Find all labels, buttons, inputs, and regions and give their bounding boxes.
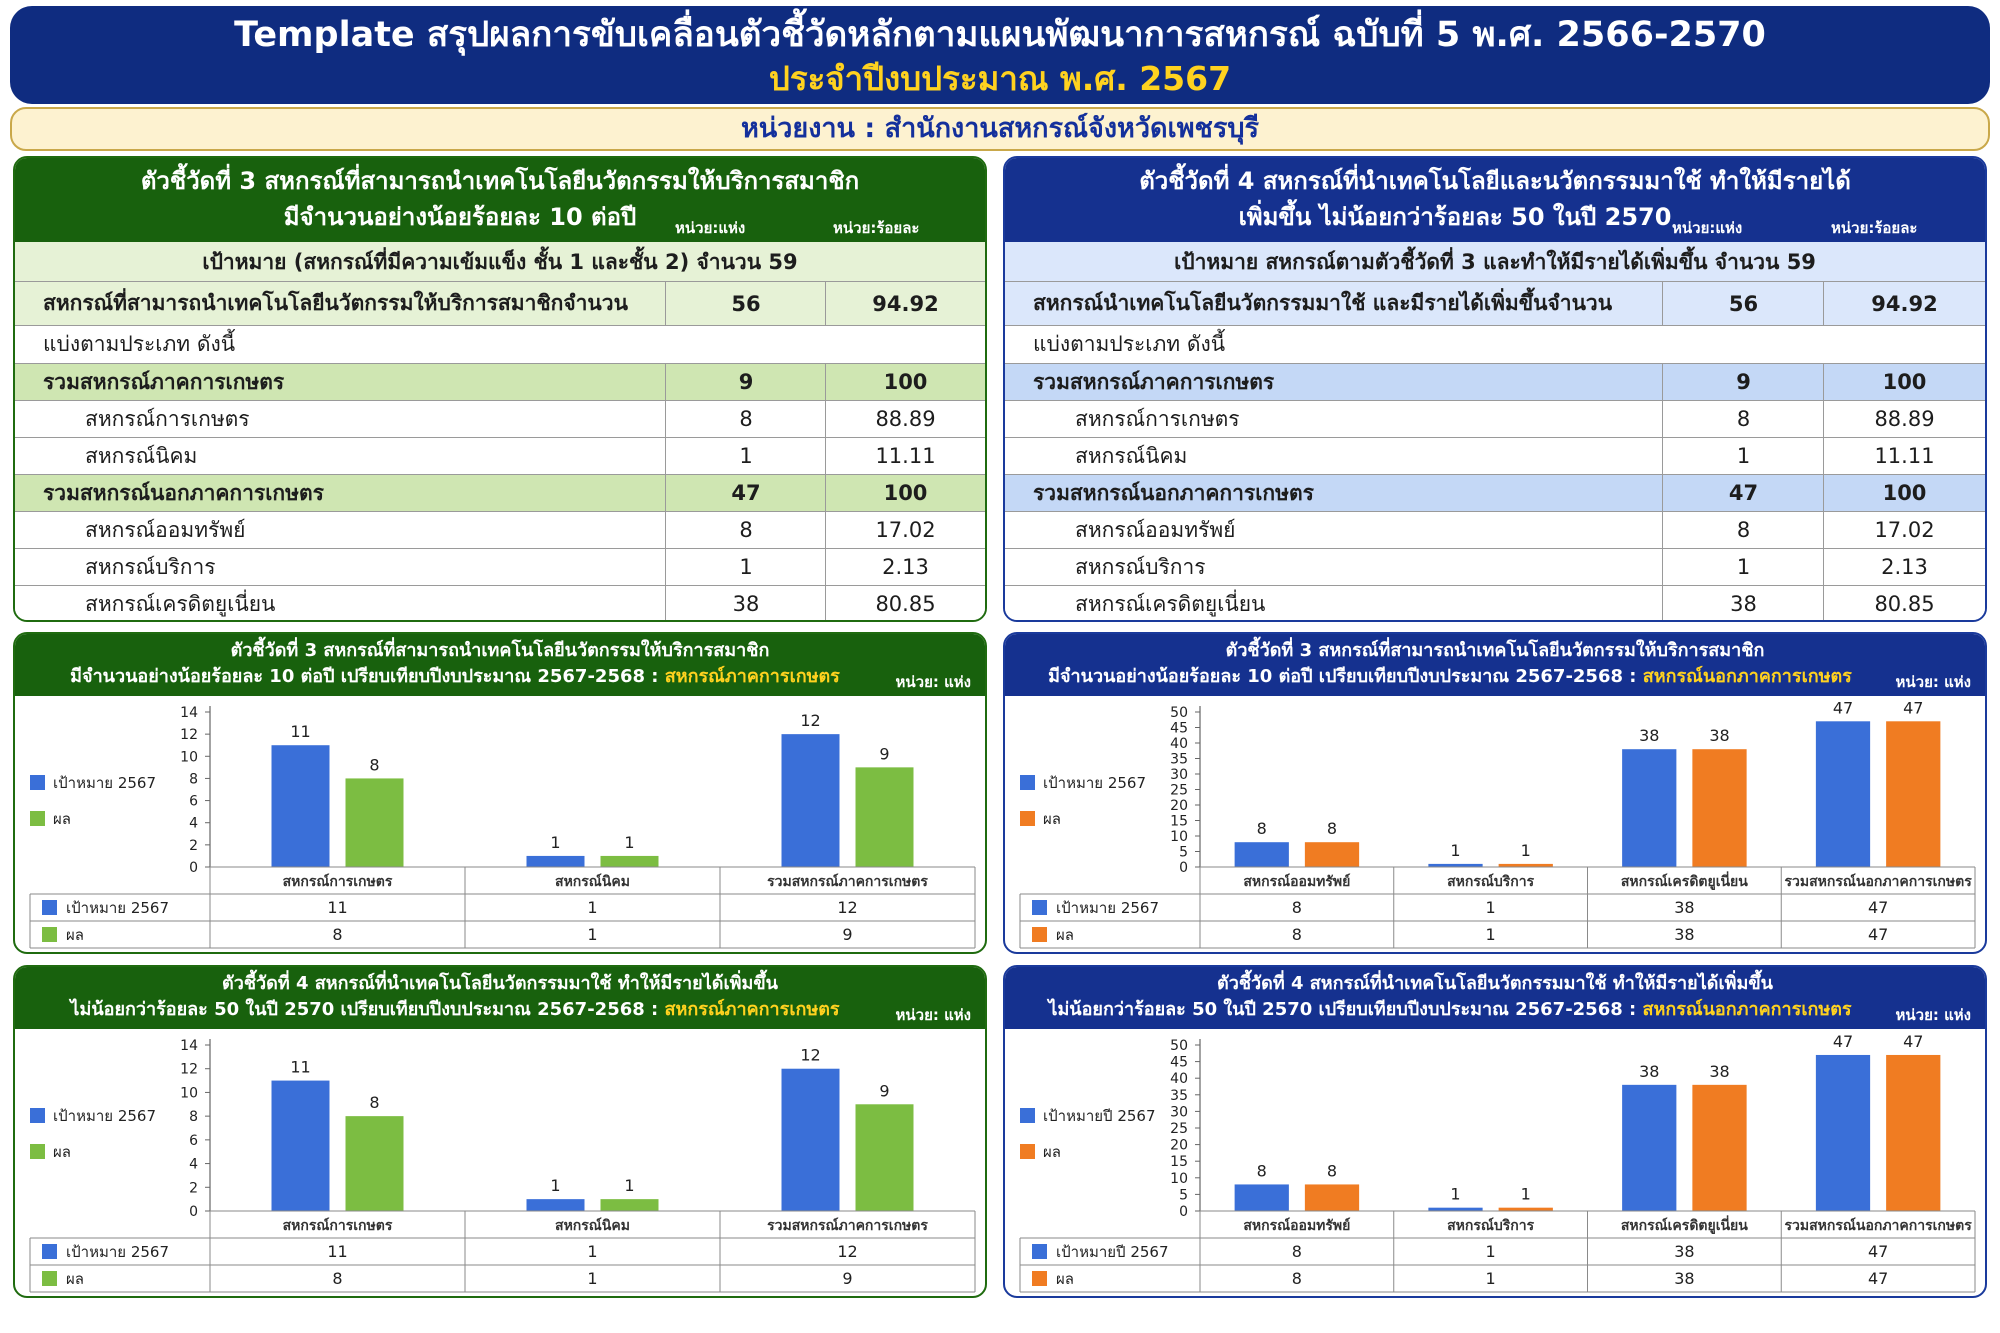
legend-swatch bbox=[30, 1108, 45, 1123]
row-label: รวมสหกรณ์นอกภาคการเกษตร bbox=[1033, 480, 1314, 505]
bar-value-label: 38 bbox=[1709, 1061, 1730, 1081]
bar-value-label: 11 bbox=[290, 1057, 311, 1077]
table-value: 38 bbox=[1674, 925, 1695, 944]
table-value: 47 bbox=[1867, 898, 1889, 917]
total-row bbox=[15, 282, 985, 326]
row-percent: 94.92 bbox=[825, 282, 985, 325]
chart-title-line2 bbox=[15, 664, 985, 690]
row-percent: 11.11 bbox=[825, 438, 985, 474]
bar-value-label: 1 bbox=[1520, 840, 1531, 860]
row-percent: 100 bbox=[825, 364, 985, 400]
bar-value-label: 12 bbox=[800, 1045, 821, 1065]
table-value: 47 bbox=[1867, 1242, 1889, 1261]
legend-label: เป้าหมาย 2567 bbox=[53, 1107, 157, 1125]
table-row bbox=[1005, 401, 1985, 438]
row-count: 9 bbox=[1662, 364, 1824, 400]
category-label: รวมสหกรณ์นอกภาคการเกษตร bbox=[1784, 874, 1972, 890]
y-tick-label: 14 bbox=[180, 1038, 198, 1054]
goal-row: เป้าหมาย (สหกรณ์ที่มีความเข้มแข็ง ชั้น 1 และชั้น 2) จำนวน 59 bbox=[15, 242, 985, 282]
table-series-name: เป้าหมาย 2567 bbox=[1056, 899, 1160, 917]
row-percent: 2.13 bbox=[1823, 549, 1985, 585]
y-tick-label: 45 bbox=[1170, 720, 1188, 737]
y-tick-label: 25 bbox=[1170, 1121, 1188, 1137]
legend-label: เป้าหมาย 2567 bbox=[1043, 774, 1147, 792]
bar-value-label: 47 bbox=[1903, 1031, 1924, 1051]
row-percent: 100 bbox=[1823, 364, 1985, 400]
bar-value-label: 1 bbox=[624, 832, 635, 852]
y-tick-label: 10 bbox=[1170, 829, 1188, 845]
y-tick-label: 5 bbox=[1179, 1187, 1188, 1204]
bar-value-label: 1 bbox=[1450, 1184, 1461, 1204]
bar bbox=[527, 856, 585, 867]
bar bbox=[856, 1104, 914, 1211]
table-value: 38 bbox=[1674, 1269, 1695, 1288]
table-row bbox=[15, 586, 985, 622]
bar bbox=[782, 734, 840, 867]
y-tick-label: 0 bbox=[189, 1204, 198, 1220]
row-count: 47 bbox=[665, 475, 826, 511]
table-value: 11 bbox=[327, 898, 348, 917]
chart-title bbox=[1005, 634, 1985, 696]
bar-value-label: 47 bbox=[1832, 1031, 1854, 1051]
bar-chart bbox=[1005, 1027, 1985, 1296]
y-tick-label: 0 bbox=[189, 860, 198, 876]
bar-value-label: 8 bbox=[1326, 1161, 1338, 1181]
row-label: สหกรณ์การเกษตร bbox=[1075, 406, 1240, 431]
chart-unit-label: หน่วย: แห่ง bbox=[1895, 1006, 1971, 1024]
category-label: รวมสหกรณ์ภาคการเกษตร bbox=[767, 874, 928, 890]
table-value: 8 bbox=[332, 925, 343, 944]
bar bbox=[346, 778, 404, 867]
table-value: 12 bbox=[837, 898, 858, 917]
table-row bbox=[15, 512, 985, 549]
row-count: 9 bbox=[665, 364, 826, 400]
table-legend-swatch bbox=[1032, 900, 1047, 915]
table-legend-swatch bbox=[42, 1271, 57, 1286]
chart-title-line1: ตัวชี้วัดที่ 4 สหกรณ์ที่นำเทคโนโลยีนวัตกรรมมาใช้ ทำให้มีรายได้เพิ่มขึ้น bbox=[1217, 973, 1773, 994]
bar-value-label: 8 bbox=[369, 1093, 380, 1113]
row-label: สหกรณ์นำเทคโนโลยีนวัตกรรมมาใช้ และมีรายได้เพิ่มขึ้นจำนวน bbox=[1033, 291, 1613, 315]
bar bbox=[272, 745, 330, 867]
bar bbox=[1235, 842, 1289, 867]
bar-value-label: 47 bbox=[1903, 698, 1924, 718]
bar-value-label: 8 bbox=[1256, 819, 1267, 839]
chart-title-highlight: สหกรณ์นอกภาคการเกษตร bbox=[1642, 999, 1852, 1020]
row-percent: 100 bbox=[825, 475, 985, 511]
table-row bbox=[15, 549, 985, 586]
bar-value-label: 9 bbox=[879, 1081, 890, 1101]
chart-unit-label: หน่วย: แห่ง bbox=[895, 673, 971, 691]
bar bbox=[527, 1199, 585, 1211]
table-value: 8 bbox=[1291, 925, 1302, 944]
y-tick-label: 30 bbox=[1170, 767, 1188, 783]
y-tick-label: 12 bbox=[180, 1061, 198, 1078]
table-value: 38 bbox=[1674, 898, 1695, 917]
bar-value-label: 38 bbox=[1709, 726, 1730, 746]
row-count: 38 bbox=[1662, 586, 1824, 622]
bar bbox=[1692, 1085, 1746, 1211]
bar-value-label: 12 bbox=[800, 711, 821, 731]
y-tick-label: 15 bbox=[1170, 1154, 1188, 1171]
y-tick-label: 2 bbox=[189, 1180, 198, 1197]
row-count: 8 bbox=[1662, 401, 1824, 437]
legend-swatch bbox=[1020, 811, 1035, 826]
row-count: 8 bbox=[665, 401, 826, 437]
table-value: 1 bbox=[587, 898, 598, 917]
legend-swatch bbox=[1020, 775, 1035, 790]
bar-value-label: 8 bbox=[1326, 819, 1338, 839]
row-count: 8 bbox=[665, 512, 826, 548]
legend-swatch bbox=[30, 811, 45, 826]
y-tick-label: 0 bbox=[1179, 860, 1188, 876]
unit-percent-label: หน่วย:ร้อยละ bbox=[1831, 219, 1918, 237]
y-tick-label: 6 bbox=[189, 1132, 198, 1149]
y-tick-label: 6 bbox=[189, 793, 198, 810]
chart-title-line2-text: ไม่น้อยกว่าร้อยละ 50 ในปี 2570 เปรียบเทียบปีงบประมาณ 2567-2568 : bbox=[1048, 999, 1643, 1020]
table-row bbox=[1005, 586, 1985, 622]
bar bbox=[1692, 749, 1746, 867]
table-row bbox=[15, 438, 985, 475]
row-percent: 2.13 bbox=[825, 549, 985, 585]
row-label: รวมสหกรณ์นอกภาคการเกษตร bbox=[43, 480, 324, 505]
legend-label: เป้าหมาย 2567 bbox=[53, 774, 157, 792]
table-title-line2: เพิ่มขึ้น ไม่น้อยกว่าร้อยละ 50 ในปี 2570 bbox=[1238, 203, 1672, 231]
y-tick-label: 30 bbox=[1170, 1104, 1188, 1121]
table-title-line2: มีจำนวนอย่างน้อยร้อยละ 10 ต่อปี bbox=[283, 203, 637, 231]
bar-value-label: 9 bbox=[879, 744, 890, 764]
row-label: แบ่งตามประเภท ดังนี้ bbox=[1033, 332, 1226, 356]
bar bbox=[856, 767, 914, 867]
bar bbox=[601, 1199, 659, 1211]
group-total-row bbox=[15, 475, 985, 512]
table-value: 8 bbox=[1291, 1269, 1302, 1288]
row-percent: 11.11 bbox=[1823, 438, 1985, 474]
table-series-name: เป้าหมายปี 2567 bbox=[1056, 1243, 1169, 1261]
row-label: สหกรณ์บริการ bbox=[85, 554, 216, 579]
table-legend-swatch bbox=[1032, 1271, 1047, 1286]
chart-title-highlight: สหกรณ์ภาคการเกษตร bbox=[664, 666, 840, 687]
y-tick-label: 8 bbox=[189, 1109, 198, 1126]
row-count: 38 bbox=[665, 586, 826, 622]
table-value: 1 bbox=[1485, 925, 1496, 944]
row-percent: 88.89 bbox=[1823, 401, 1985, 437]
chart-title-highlight: สหกรณ์ภาคการเกษตร bbox=[664, 999, 840, 1020]
bar bbox=[1886, 721, 1940, 867]
y-tick-label: 20 bbox=[1170, 1137, 1188, 1154]
bar-value-label: 1 bbox=[1520, 1184, 1531, 1204]
chart-title-line2-text: มีจำนวนอย่างน้อยร้อยละ 10 ต่อปี เปรียบเทียบปีงบประมาณ 2567-2568 : bbox=[1048, 666, 1643, 687]
y-tick-label: 50 bbox=[1170, 1038, 1188, 1054]
breakdown-label-row bbox=[15, 326, 985, 364]
category-label: สหกรณ์การเกษตร bbox=[282, 1218, 393, 1234]
bar bbox=[1886, 1055, 1940, 1211]
y-tick-label: 50 bbox=[1170, 705, 1188, 721]
table-value: 1 bbox=[587, 1269, 598, 1288]
row-label: แบ่งตามประเภท ดังนี้ bbox=[43, 332, 236, 356]
indicator-3-table-panel bbox=[13, 156, 987, 622]
bar bbox=[272, 1081, 330, 1211]
table-row bbox=[1005, 438, 1985, 475]
legend-swatch bbox=[1020, 1108, 1035, 1123]
bar-value-label: 38 bbox=[1639, 1061, 1660, 1081]
y-tick-label: 45 bbox=[1170, 1054, 1188, 1071]
y-tick-label: 35 bbox=[1170, 1087, 1188, 1104]
table-value: 12 bbox=[837, 1242, 858, 1261]
report-header bbox=[10, 6, 1990, 104]
report-subtitle: ประจำปีงบประมาณ พ.ศ. 2567 bbox=[768, 59, 1232, 98]
y-tick-label: 25 bbox=[1170, 782, 1188, 799]
report-title: Template สรุปผลการขับเคลื่อนตัวชี้วัดหลักตามแผนพัฒนาการสหกรณ์ ฉบับที่ 5 พ.ศ. 2566-2570 bbox=[234, 15, 1766, 55]
group-total-row bbox=[1005, 364, 1985, 401]
row-count: 47 bbox=[1662, 475, 1824, 511]
legend-label: ผล bbox=[1043, 1143, 1061, 1161]
y-tick-label: 10 bbox=[180, 749, 198, 766]
goal-row: เป้าหมาย สหกรณ์ตามตัวชี้วัดที่ 3 และทำให้มีรายได้เพิ่มขึ้น จำนวน 59 bbox=[1005, 242, 1985, 282]
chart-unit-label: หน่วย: แห่ง bbox=[895, 1006, 971, 1024]
chart-title-line1: ตัวชี้วัดที่ 3 สหกรณ์ที่สามารถนำเทคโนโลยีนวัตกรรมให้บริการสมาชิก bbox=[230, 640, 770, 661]
chart-title-line2-text: มีจำนวนอย่างน้อยร้อยละ 10 ต่อปี เปรียบเทียบปีงบประมาณ 2567-2568 : bbox=[70, 666, 665, 687]
table-row bbox=[15, 401, 985, 438]
y-tick-label: 5 bbox=[1179, 844, 1188, 861]
y-tick-label: 0 bbox=[1179, 1204, 1188, 1220]
y-tick-label: 8 bbox=[189, 771, 198, 788]
table-value: 1 bbox=[587, 1242, 598, 1261]
bar-value-label: 1 bbox=[550, 1176, 561, 1196]
chart-panel-ind3-nonagri bbox=[1003, 632, 1987, 954]
bar bbox=[1816, 721, 1870, 867]
table-legend-swatch bbox=[42, 1244, 57, 1259]
legend-swatch bbox=[30, 775, 45, 790]
table-series-name: เป้าหมาย 2567 bbox=[66, 899, 170, 917]
row-count: 1 bbox=[665, 438, 826, 474]
y-tick-label: 14 bbox=[180, 705, 198, 721]
table-value: 47 bbox=[1867, 1269, 1889, 1288]
table-value: 8 bbox=[1291, 1242, 1302, 1261]
table-value: 9 bbox=[842, 925, 853, 944]
y-tick-label: 10 bbox=[1170, 1170, 1188, 1187]
chart-title-line1: ตัวชี้วัดที่ 3 สหกรณ์ที่สามารถนำเทคโนโลยีนวัตกรรมให้บริการสมาชิก bbox=[1225, 640, 1765, 661]
y-tick-label: 40 bbox=[1170, 736, 1188, 752]
bar bbox=[1305, 842, 1359, 867]
unit-count-label: หน่วย:แห่ง bbox=[675, 219, 746, 237]
bar bbox=[1235, 1184, 1289, 1211]
bar bbox=[1622, 1085, 1676, 1211]
chart-title-line2 bbox=[1005, 997, 1985, 1023]
table-value: 1 bbox=[1485, 1242, 1496, 1261]
table-series-name: ผล bbox=[1056, 926, 1074, 944]
row-percent: 80.85 bbox=[1823, 586, 1985, 622]
row-percent: 88.89 bbox=[825, 401, 985, 437]
chart-title-highlight: สหกรณ์นอกภาคการเกษตร bbox=[1642, 666, 1852, 687]
group-total-row bbox=[15, 364, 985, 401]
table-value: 1 bbox=[1485, 1269, 1496, 1288]
category-label: รวมสหกรณ์ภาคการเกษตร bbox=[767, 1218, 928, 1234]
y-tick-label: 4 bbox=[189, 1156, 198, 1173]
y-tick-label: 2 bbox=[189, 837, 198, 854]
chart-title-line1: ตัวชี้วัดที่ 4 สหกรณ์ที่นำเทคโนโลยีนวัตกรรมมาใช้ ทำให้มีรายได้เพิ่มขึ้น bbox=[222, 973, 778, 994]
table-series-name: เป้าหมาย 2567 bbox=[66, 1243, 170, 1261]
total-row bbox=[1005, 282, 1985, 326]
row-label: สหกรณ์บริการ bbox=[1075, 554, 1206, 579]
category-label: สหกรณ์บริการ bbox=[1447, 874, 1535, 890]
row-label: สหกรณ์เครดิตยูเนี่ยน bbox=[85, 591, 276, 616]
chart-title-line2-text: ไม่น้อยกว่าร้อยละ 50 ในปี 2570 เปรียบเทียบปีงบประมาณ 2567-2568 : bbox=[70, 999, 665, 1020]
row-percent: 94.92 bbox=[1823, 282, 1985, 325]
chart-panel-ind4-agri bbox=[13, 965, 987, 1298]
row-label: รวมสหกรณ์ภาคการเกษตร bbox=[43, 369, 285, 394]
category-label: สหกรณ์ออมทรัพย์ bbox=[1243, 874, 1351, 890]
y-tick-label: 15 bbox=[1170, 813, 1188, 830]
chart-title bbox=[15, 634, 985, 696]
chart-title-line2 bbox=[1005, 664, 1985, 690]
unit-percent-label: หน่วย:ร้อยละ bbox=[833, 219, 920, 237]
table-row bbox=[1005, 549, 1985, 586]
row-percent: 80.85 bbox=[825, 586, 985, 622]
table-series-name: ผล bbox=[66, 926, 84, 944]
bar-value-label: 8 bbox=[1256, 1161, 1267, 1181]
chart-title bbox=[15, 967, 985, 1029]
table-value: 1 bbox=[587, 925, 598, 944]
bar bbox=[601, 856, 659, 867]
legend-label: ผล bbox=[53, 1143, 71, 1161]
bar-value-label: 1 bbox=[1450, 840, 1461, 860]
row-label: สหกรณ์ออมทรัพย์ bbox=[1075, 517, 1236, 542]
category-label: สหกรณ์เครดิตยูเนี่ยน bbox=[1620, 1218, 1748, 1234]
breakdown-label-row bbox=[1005, 326, 1985, 364]
bar-value-label: 1 bbox=[624, 1176, 635, 1196]
row-count: 1 bbox=[1662, 438, 1824, 474]
category-label: รวมสหกรณ์นอกภาคการเกษตร bbox=[1784, 1218, 1972, 1234]
table-value: 38 bbox=[1674, 1242, 1695, 1261]
bar bbox=[782, 1069, 840, 1211]
bar-value-label: 8 bbox=[369, 755, 380, 775]
row-percent: 17.02 bbox=[1823, 512, 1985, 548]
category-label: สหกรณ์บริการ bbox=[1447, 1218, 1535, 1234]
legend-swatch bbox=[30, 1144, 45, 1159]
row-percent: 17.02 bbox=[825, 512, 985, 548]
row-percent: 100 bbox=[1823, 475, 1985, 511]
row-count: 1 bbox=[665, 549, 826, 585]
row-count: 56 bbox=[1662, 282, 1824, 325]
chart-title-line2 bbox=[15, 997, 985, 1023]
y-tick-label: 10 bbox=[180, 1085, 198, 1102]
legend-label: ผล bbox=[1043, 810, 1061, 828]
bar bbox=[346, 1116, 404, 1211]
y-tick-label: 35 bbox=[1170, 751, 1188, 768]
table-value: 8 bbox=[1291, 898, 1302, 917]
bar bbox=[1816, 1055, 1870, 1211]
row-label: สหกรณ์เครดิตยูเนี่ยน bbox=[1075, 591, 1266, 616]
table-title-line1: ตัวชี้วัดที่ 4 สหกรณ์ที่นำเทคโนโลยีและนวัตกรรมมาใช้ ทำให้มีรายได้ bbox=[1139, 167, 1851, 195]
legend-swatch bbox=[1020, 1144, 1035, 1159]
category-label: สหกรณ์นิคม bbox=[555, 1218, 630, 1234]
y-tick-label: 4 bbox=[189, 815, 198, 832]
table-legend-swatch bbox=[1032, 1244, 1047, 1259]
table-legend-swatch bbox=[1032, 927, 1047, 942]
row-label: รวมสหกรณ์ภาคการเกษตร bbox=[1033, 369, 1275, 394]
row-label: สหกรณ์นิคม bbox=[1075, 443, 1188, 468]
group-total-row bbox=[1005, 475, 1985, 512]
bar-value-label: 1 bbox=[550, 832, 561, 852]
bar bbox=[1305, 1184, 1359, 1211]
bar bbox=[1622, 749, 1676, 867]
table-row bbox=[1005, 512, 1985, 549]
bar-value-label: 47 bbox=[1832, 698, 1854, 718]
table-value: 9 bbox=[842, 1269, 853, 1288]
category-label: สหกรณ์เครดิตยูเนี่ยน bbox=[1620, 874, 1748, 890]
row-label: สหกรณ์ที่สามารถนำเทคโนโลยีนวัตกรรมให้บริการสมาชิกจำนวน bbox=[43, 291, 628, 315]
category-label: สหกรณ์ออมทรัพย์ bbox=[1243, 1218, 1351, 1234]
chart-unit-label: หน่วย: แห่ง bbox=[1895, 673, 1971, 691]
table-value: 8 bbox=[332, 1269, 343, 1288]
bar-value-label: 11 bbox=[290, 722, 311, 742]
row-count: 8 bbox=[1662, 512, 1824, 548]
row-label: สหกรณ์นิคม bbox=[85, 443, 198, 468]
row-label: สหกรณ์ออมทรัพย์ bbox=[85, 517, 246, 542]
bar-value-label: 38 bbox=[1639, 726, 1660, 746]
bar-chart bbox=[15, 694, 985, 952]
table-value: 47 bbox=[1867, 925, 1889, 944]
category-label: สหกรณ์นิคม bbox=[555, 874, 630, 890]
bar-chart bbox=[15, 1027, 985, 1296]
chart-panel-ind4-nonagri bbox=[1003, 965, 1987, 1298]
category-label: สหกรณ์การเกษตร bbox=[282, 874, 393, 890]
y-tick-label: 12 bbox=[180, 727, 198, 744]
agency-banner: หน่วยงาน : สำนักงานสหกรณ์จังหวัดเพชรบุรี bbox=[10, 107, 1990, 151]
chart-panel-ind3-agri bbox=[13, 632, 987, 954]
table-title-line1: ตัวชี้วัดที่ 3 สหกรณ์ที่สามารถนำเทคโนโลยีนวัตกรรมให้บริการสมาชิก bbox=[140, 167, 860, 195]
table-value: 1 bbox=[1485, 898, 1496, 917]
unit-count-label: หน่วย:แห่ง bbox=[1672, 219, 1743, 237]
table-legend-swatch bbox=[42, 900, 57, 915]
y-tick-label: 40 bbox=[1170, 1071, 1188, 1088]
chart-title bbox=[1005, 967, 1985, 1029]
table-value: 11 bbox=[327, 1242, 348, 1261]
row-count: 1 bbox=[1662, 549, 1824, 585]
y-tick-label: 20 bbox=[1170, 798, 1188, 814]
legend-label: เป้าหมายปี 2567 bbox=[1043, 1107, 1156, 1125]
row-label: สหกรณ์การเกษตร bbox=[85, 406, 250, 431]
table-series-name: ผล bbox=[66, 1270, 84, 1288]
bar-chart bbox=[1005, 694, 1985, 952]
row-count: 56 bbox=[665, 282, 826, 325]
table-legend-swatch bbox=[42, 927, 57, 942]
table-series-name: ผล bbox=[1056, 1270, 1074, 1288]
legend-label: ผล bbox=[53, 810, 71, 828]
indicator-4-table-panel bbox=[1003, 156, 1987, 622]
